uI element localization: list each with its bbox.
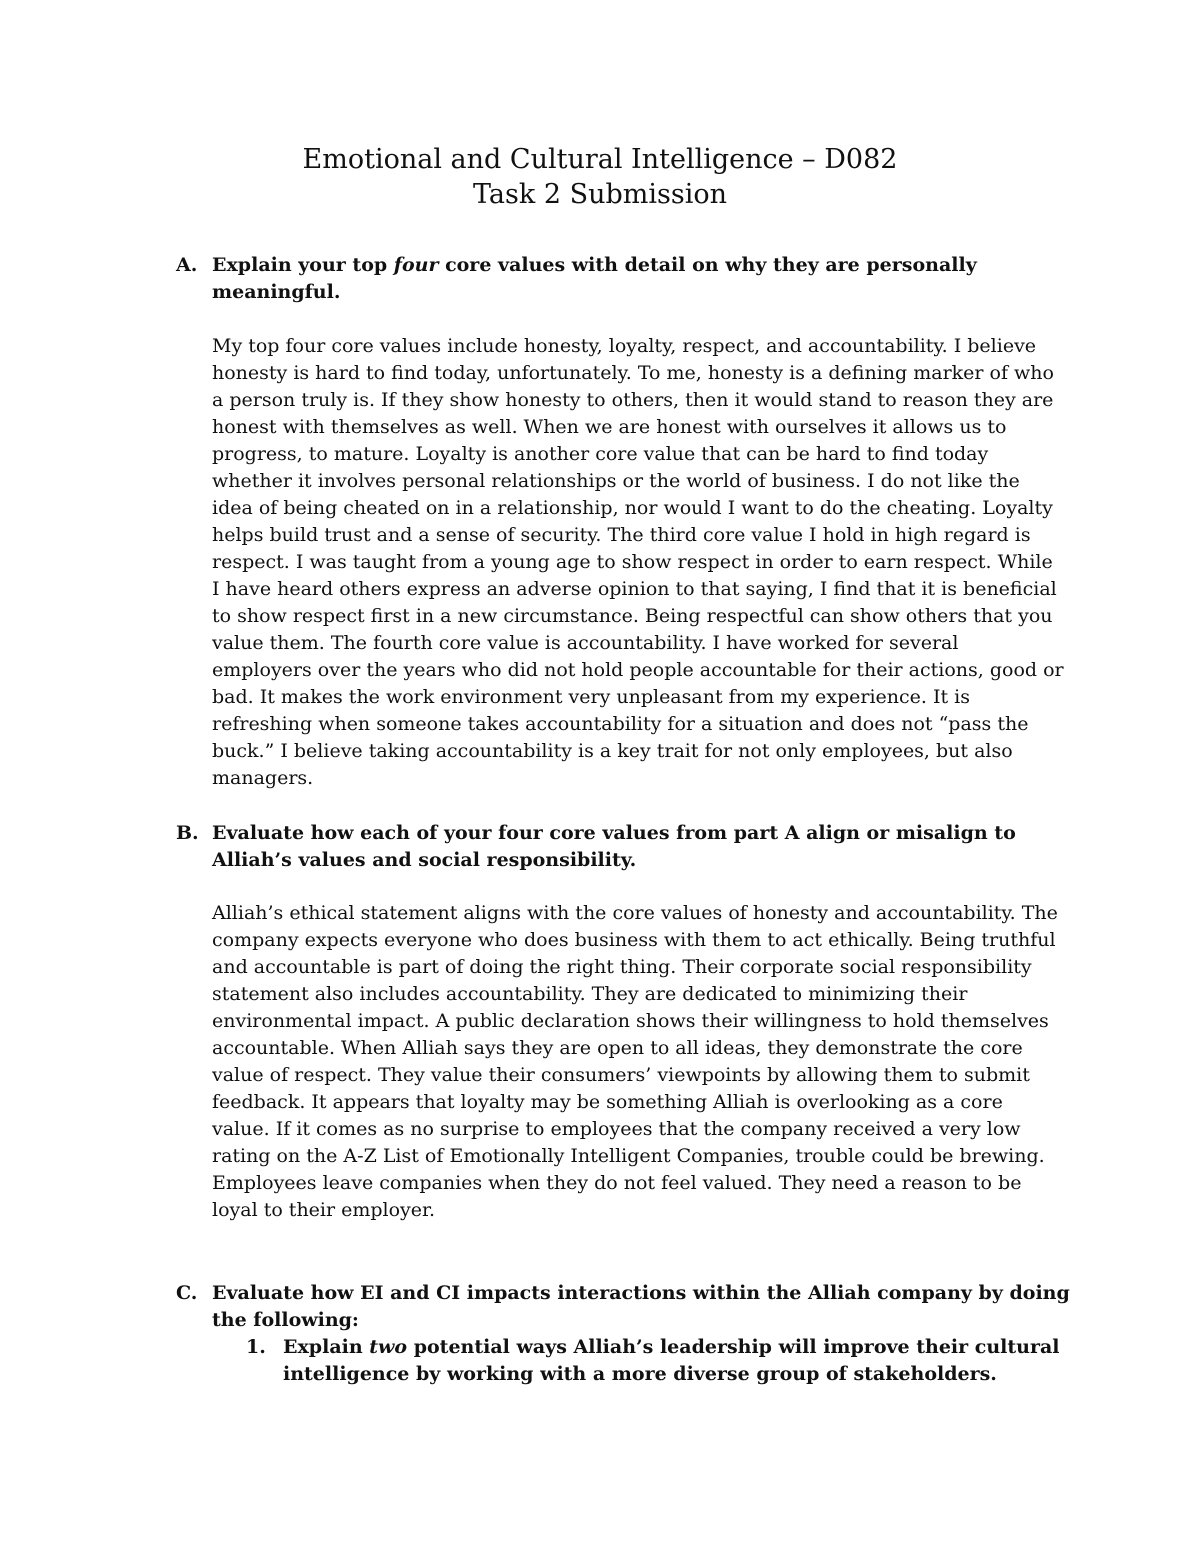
section-a-heading	[212, 252, 1072, 306]
section-c-heading: Evaluate how EI and CI impacts interactions within the Alliah company by doing the following:	[212, 1282, 1070, 1331]
section-c-subitem-1-heading	[283, 1334, 1073, 1388]
section-c-subitem-1-heading-emphasis: two	[369, 1336, 408, 1358]
section-c-subitem-1-heading-after: potential ways Alliah’s leadership will improve their cultural intelligence by working with a more diverse group of stakeholders.	[283, 1336, 1060, 1385]
section-a-letter: A.	[176, 254, 198, 276]
section-a-body: My top four core values include honesty, loyalty, respect, and accountability. I believe honesty is hard to find today, unfortunately. To me, honesty is a defining marker of who a person truly is. If they show honesty to others, then it would stand to reason they are honest with themselves as well. When we are honest with ourselves it allows us to progress, to mature. Loyalty is another core value that can be hard to find today whether it involves personal relationships or the world of business. I do not like the idea of being cheated on in a relationship, nor would I want to do the cheating. Loyalty helps build trust and a sense of security. The third core value I hold in high regard is respect. I was taught from a young age to show respect in order to earn respect. While I have heard others express an adverse opinion to that saying, I find that it is beneficial to show respect first in a new circumstance. Being respectful can show others that you value them. The fourth core value is accountability. I have worked for several employers over the years who did not hold people accountable for their actions, good or bad. It makes the work environment very unpleasant from my experience. It is refreshing when someone takes accountability for a situation and does not “pass the buck.” I believe taking accountability is a key trait for not only employees, but also managers.	[212, 335, 1064, 789]
section-b-heading: Evaluate how each of your four core values from part A align or misalign to Alliah’s values and social responsibility.	[212, 822, 1016, 871]
section-b-letter: B.	[176, 822, 199, 844]
section-c-subitem-1-number: 1.	[246, 1336, 266, 1358]
section-b-body: Alliah’s ethical statement aligns with the core values of honesty and accountability. The company expects everyone who does business with them to act ethically. Being truthful and accountable is part of doing the right thing. Their corporate social responsibility statement also includes accountability. They are dedicated to minimizing their environmental impact. A public declaration shows their willingness to hold themselves accountable. When Alliah says they are open to all ideas, they demonstrate the core value of respect. They value their consumers’ viewpoints by allowing them to submit feedback. It appears that loyalty may be something Alliah is overlooking as a core value. If it comes as no surprise to employees that the company received a very low rating on the A-Z List of Emotionally Intelligent Companies, trouble could be brewing. Employees leave companies when they do not feel valued. They need a reason to be loyal to their employer.	[212, 902, 1058, 1221]
section-a-heading-after: core values with detail on why they are personally meaningful.	[212, 254, 977, 303]
section-c-subitem-1-heading-before: Explain	[283, 1336, 370, 1358]
section-c-letter: C.	[176, 1282, 198, 1304]
section-a-heading-emphasis: four	[393, 254, 439, 276]
section-a-heading-before: Explain your top	[212, 254, 394, 276]
document-title: Emotional and Cultural Intelligence – D082	[302, 144, 898, 175]
document-subtitle: Task 2 Submission	[473, 179, 727, 210]
